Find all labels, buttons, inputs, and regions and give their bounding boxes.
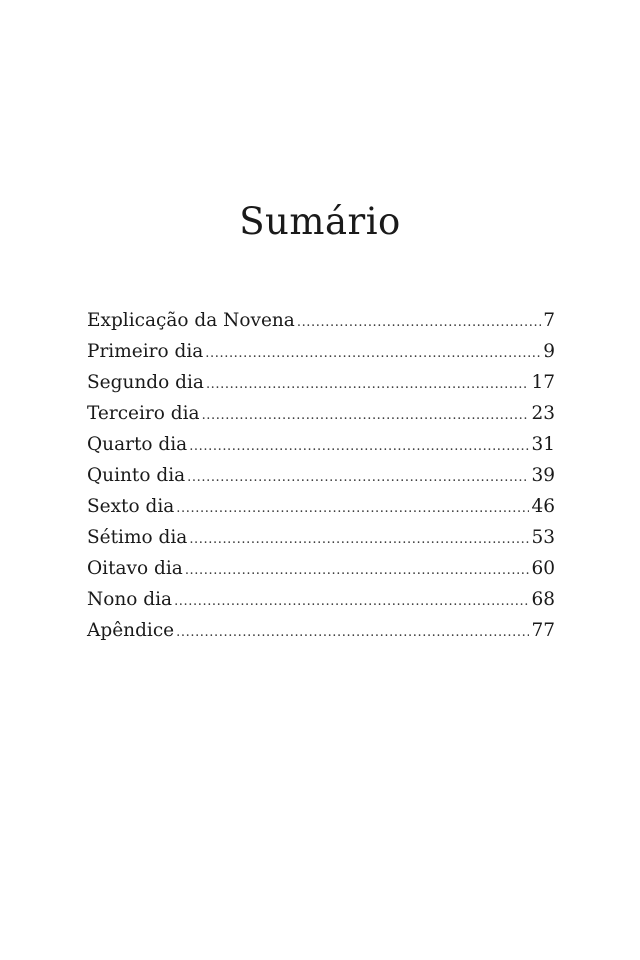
toc-entry-label: Terceiro dia — [87, 403, 200, 424]
toc-entry-page-number: 17 — [531, 372, 555, 393]
toc-entry-page-number: 31 — [531, 434, 555, 455]
toc-entry-page-number: 7 — [543, 310, 555, 331]
toc-entry-setimo-dia — [87, 522, 555, 553]
toc-entry-page-number: 77 — [531, 620, 555, 641]
dot-leader — [205, 338, 541, 369]
toc-entry-page-number: 39 — [531, 465, 555, 486]
toc-entry-apendice — [87, 615, 555, 646]
toc-entry-quinto-dia — [87, 460, 555, 491]
dot-leader — [187, 462, 529, 493]
toc-entry-page-number: 23 — [531, 403, 555, 424]
toc-entry-label: Segundo dia — [87, 372, 204, 393]
page-title: Sumário — [239, 200, 401, 243]
dot-leader — [189, 524, 529, 555]
toc-entry-explicacao-da-novena — [87, 305, 555, 336]
toc-entry-page-number: 53 — [531, 527, 555, 548]
dot-leader — [297, 307, 541, 338]
toc-entry-label: Sétimo dia — [87, 527, 188, 548]
toc-entry-page-number: 46 — [531, 496, 555, 517]
dot-leader — [206, 369, 530, 400]
toc-entry-label: Explicação da Novena — [87, 310, 295, 331]
dot-leader — [174, 586, 529, 617]
toc-entry-page-number: 9 — [543, 341, 555, 362]
dot-leader — [189, 431, 529, 462]
toc-entry-label: Oitavo dia — [87, 558, 183, 579]
toc-entry-label: Nono dia — [87, 589, 173, 610]
toc-entry-primeiro-dia — [87, 336, 555, 367]
toc-entry-segundo-dia — [87, 367, 555, 398]
toc-entry-page-number: 60 — [531, 558, 555, 579]
dot-leader — [176, 493, 529, 524]
toc-entry-terceiro-dia — [87, 398, 555, 429]
table-of-contents — [87, 305, 555, 646]
toc-entry-oitavo-dia — [87, 553, 555, 584]
toc-entry-label: Quarto dia — [87, 434, 188, 455]
toc-entry-label: Sexto dia — [87, 496, 175, 517]
toc-entry-nono-dia — [87, 584, 555, 615]
toc-entry-label: Quinto dia — [87, 465, 186, 486]
toc-entry-label: Primeiro dia — [87, 341, 204, 362]
dot-leader — [202, 400, 530, 431]
toc-entry-sexto-dia — [87, 491, 555, 522]
dot-leader — [176, 617, 529, 648]
toc-entry-page-number: 68 — [531, 589, 555, 610]
toc-entry-label: Apêndice — [87, 620, 175, 641]
toc-entry-quarto-dia — [87, 429, 555, 460]
dot-leader — [185, 555, 530, 586]
